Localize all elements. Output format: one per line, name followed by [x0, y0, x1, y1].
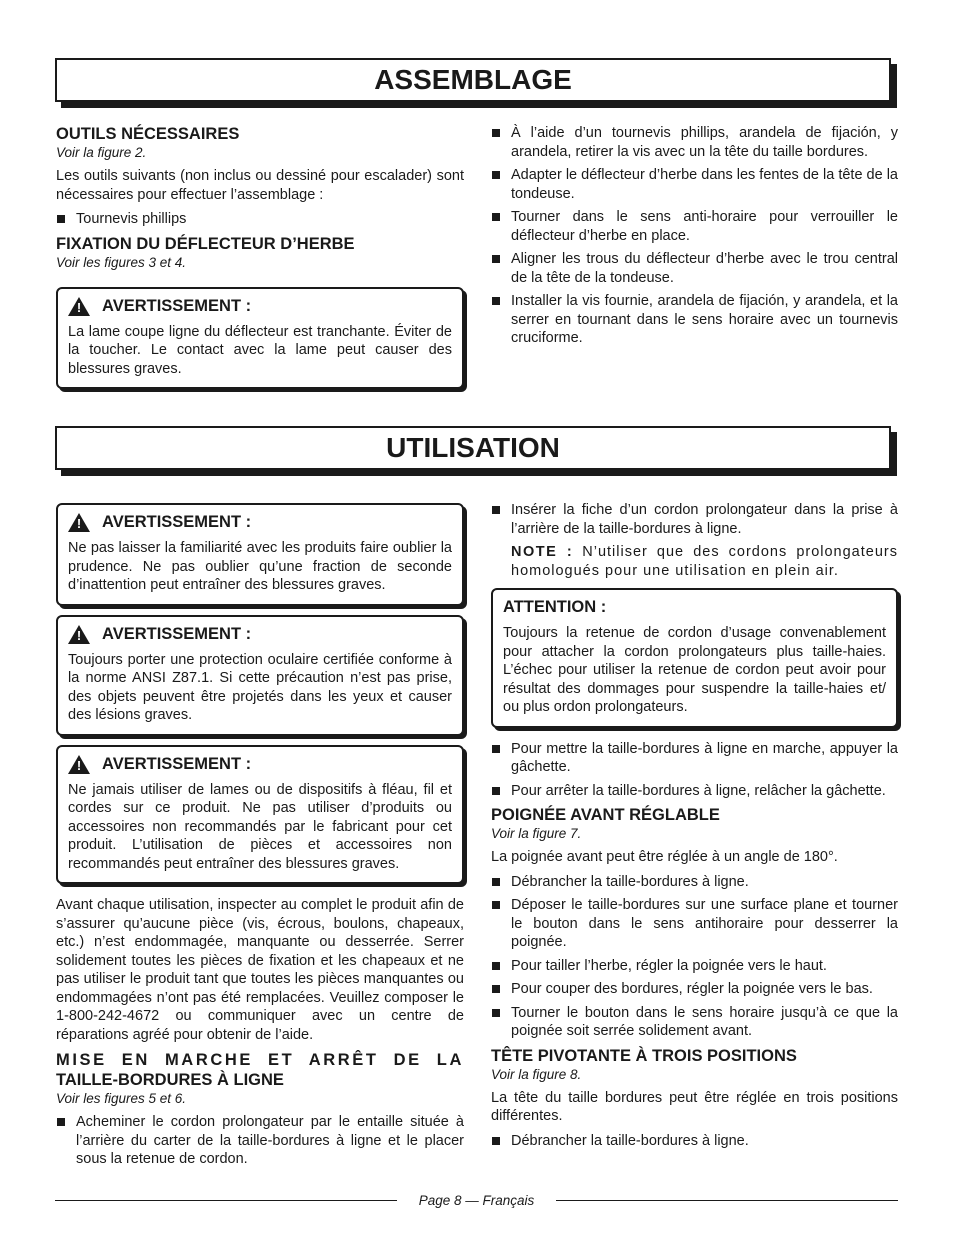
utilisation-banner — [55, 426, 891, 470]
footer-rule-right — [556, 1200, 898, 1201]
warning-box-1 — [56, 503, 464, 606]
assemblage-right-column — [491, 124, 898, 353]
assemblage-steps — [491, 124, 898, 348]
bullet-icon — [492, 1137, 500, 1145]
assemblage-banner — [55, 58, 891, 102]
mise-list-after — [491, 740, 898, 801]
list-item: Aligner les trous du déflecteur d’herbe avec le trou central de la tête de la tondeuse. — [491, 250, 898, 287]
list-item: Débrancher la taille-bordures à ligne. — [491, 873, 898, 892]
utilisation-right-column — [491, 501, 898, 1155]
mise-list-left — [56, 1113, 464, 1169]
list-item: Pour arrêter la taille-bordures à ligne, relâcher la gâchette. — [491, 782, 898, 801]
bullet-icon — [492, 129, 500, 137]
bullet-icon — [492, 255, 500, 263]
warning-text: Toujours porter une protection oculaire certifiée conforme à la norme ANSI Z87.1. Si cette précaution n’est pas prise, des objets peuvent être projetés dans les yeux et causer des lésions graves. — [68, 651, 452, 723]
note-label: NOTE : — [511, 544, 574, 560]
attention-box — [491, 588, 898, 728]
intro-text: Avant chaque utilisation, inspecter au complet le produit afin de s’assurer qu’aucune pièce (vis, écrous, boulons, chapeaux, etc.) n’est endommagée, manquante ou desserrée. Serrer solidement toutes les pièces de fixation et les chapeaux et ne pas utiliser le produit tant que toutes les pièces manquantes ou endommagées n’ont pas été remplacées. Veuillez composer le 1-800-242-4672 ou communiquer avec un centre de réparations agréé pour obtenir de l’aide. — [56, 897, 464, 1043]
bullet-icon — [57, 215, 65, 223]
bullet-icon — [492, 213, 500, 221]
list-item: Acheminer le cordon prolongateur par le entaille située à l’arrière du carter de la taille-bordures à ligne et le placer sous la retenue de cordon. — [56, 1113, 464, 1169]
tete-list — [491, 1132, 898, 1151]
page-number: Page 8 — Français — [418, 1193, 535, 1208]
attention-text: Toujours la retenue de cordon d’usage convenablement pour attacher la cordon prolongateurs plus taille-haies. L’échec pour utiliser la retenue de cordon peut avoir pour résultat des dommages pour suspendre la taille-haies et/ ou plus ordon prolongateurs. — [503, 625, 886, 715]
utilisation-left-column — [56, 503, 464, 1174]
mise-list-right — [491, 501, 898, 538]
warning-text: Ne jamais utiliser de lames ou de dispositifs à fléau, fil et cordes sur ce produit. Ne pas utiliser d’produits ou accessoires non recommandés par le fabricant pour cet produit. L’utilisation de pièces et accessoires non recommandés peut entraîner des blessures graves. — [68, 781, 452, 872]
mise-heading-line2: TAILLE-BORDURES À LIGNE — [56, 1071, 284, 1089]
list-item: Tourner le bouton dans le sens horaire jusqu’à ce que la poignée soit serrée solidement avant. — [491, 1004, 898, 1041]
list-item: Pour mettre la taille-bordures à ligne en marche, appuyer la gâchette. — [491, 740, 898, 777]
list-item: Adapter le déflecteur d’herbe dans les fentes de la tête de la tondeuse. — [491, 166, 898, 203]
utilisation-title: UTILISATION — [386, 432, 560, 463]
page-footer — [55, 1193, 898, 1208]
list-item: Insérer la fiche d’un cordon prolongateur dans la prise à l’arrière de la taille-bordures à ligne. — [491, 501, 898, 538]
fixation-heading: FIXATION DU DÉFLECTEUR D’HERBE — [56, 234, 355, 253]
assemblage-title: ASSEMBLAGE — [374, 64, 572, 95]
bullet-icon — [492, 297, 500, 305]
bullet-icon — [492, 1009, 500, 1017]
poignee-list — [491, 873, 898, 1041]
poignee-text: La poignée avant peut être réglée à un angle de 180°. — [491, 849, 838, 865]
list-item: Installer la vis fournie, arandela de fijación, y arandela, et la serrer en tournant dans le sens horaire avec un tournevis cruciforme. — [491, 292, 898, 348]
bullet-icon — [492, 506, 500, 514]
tete-text: La tête du taille bordures peut être réglée en trois positions différentes. — [491, 1089, 898, 1124]
list-item: Pour couper des bordures, régler la poignée vers le bas. — [491, 980, 898, 999]
tete-ref: Voir la figure 8. — [491, 1066, 582, 1082]
list-item: Pour tailler l’herbe, régler la poignée vers le haut. — [491, 957, 898, 976]
bullet-icon — [492, 745, 500, 753]
bullet-icon — [492, 171, 500, 179]
warning-triangle-icon: ! — [68, 625, 90, 644]
bullet-icon — [492, 962, 500, 970]
tete-heading: TÊTE PIVOTANTE À TROIS POSITIONS — [491, 1046, 797, 1065]
warning-title: AVERTISSEMENT : — [102, 296, 252, 315]
note-text: N’utiliser que des cordons prolongateurs homologués pour une utilisation en plein air. — [511, 544, 898, 579]
assemblage-left-column — [56, 124, 464, 389]
bullet-icon — [492, 878, 500, 886]
mise-ref: Voir les figures 5 et 6. — [56, 1091, 187, 1106]
warning-text: La lame coupe ligne du déflecteur est tranchante. Éviter de la toucher. Le contact avec la lame peut causer des blessures graves. — [68, 323, 452, 377]
warning-triangle-icon: ! — [68, 513, 90, 532]
warning-box-2 — [56, 615, 464, 736]
poignee-ref: Voir la figure 7. — [491, 826, 582, 841]
mise-heading-line1: MISE EN MARCHE ET ARRÊT DE LA — [56, 1051, 464, 1069]
poignee-heading: POIGNÉE AVANT RÉGLABLE — [491, 806, 720, 824]
list-item: Débrancher la taille-bordures à ligne. — [491, 1132, 898, 1151]
warning-triangle-icon: ! — [68, 297, 90, 316]
outils-heading: OUTILS NÉCESSAIRES — [56, 125, 240, 143]
attention-title: ATTENTION : — [503, 598, 607, 616]
warning-title: AVERTISSEMENT : — [102, 624, 252, 643]
warning-triangle-icon: ! — [68, 755, 90, 774]
list-item: Tourner dans le sens anti-horaire pour verrouiller le déflecteur d’herbe en place. — [491, 208, 898, 245]
warning-box-3 — [56, 745, 464, 885]
list-item: Tournevis phillips — [56, 210, 464, 229]
outils-list — [56, 210, 464, 229]
footer-rule-left — [55, 1200, 397, 1201]
fixation-ref: Voir les figures 3 et 4. — [56, 254, 187, 270]
fixation-warning-box — [56, 287, 464, 390]
outils-ref: Voir la figure 2. — [56, 145, 147, 160]
bullet-icon — [492, 787, 500, 795]
outils-text: Les outils suivants (non inclus ou dessiné pour escalader) sont nécessaires pour effectuer l’assemblage : — [56, 168, 464, 203]
warning-title: AVERTISSEMENT : — [102, 513, 252, 531]
list-item: Déposer le taille-bordures sur une surface plane et tourner le bouton dans le sens antihoraire pour desserrer la poignée. — [491, 896, 898, 952]
list-item: À l’aide d’un tournevis phillips, arandela de fijación, y arandela, retirer la vis avec un la tête du taille bordures. — [491, 124, 898, 161]
bullet-icon — [57, 1118, 65, 1126]
bullet-icon — [492, 985, 500, 993]
warning-text: Ne pas laisser la familiarité avec les produits faire oublier la prudence. Ne pas oublier qu’une fraction de seconde d’inattention peut entraîner des blessures graves. — [68, 540, 452, 593]
mise-note — [491, 543, 898, 580]
bullet-icon — [492, 901, 500, 909]
warning-title: AVERTISSEMENT : — [102, 754, 252, 773]
